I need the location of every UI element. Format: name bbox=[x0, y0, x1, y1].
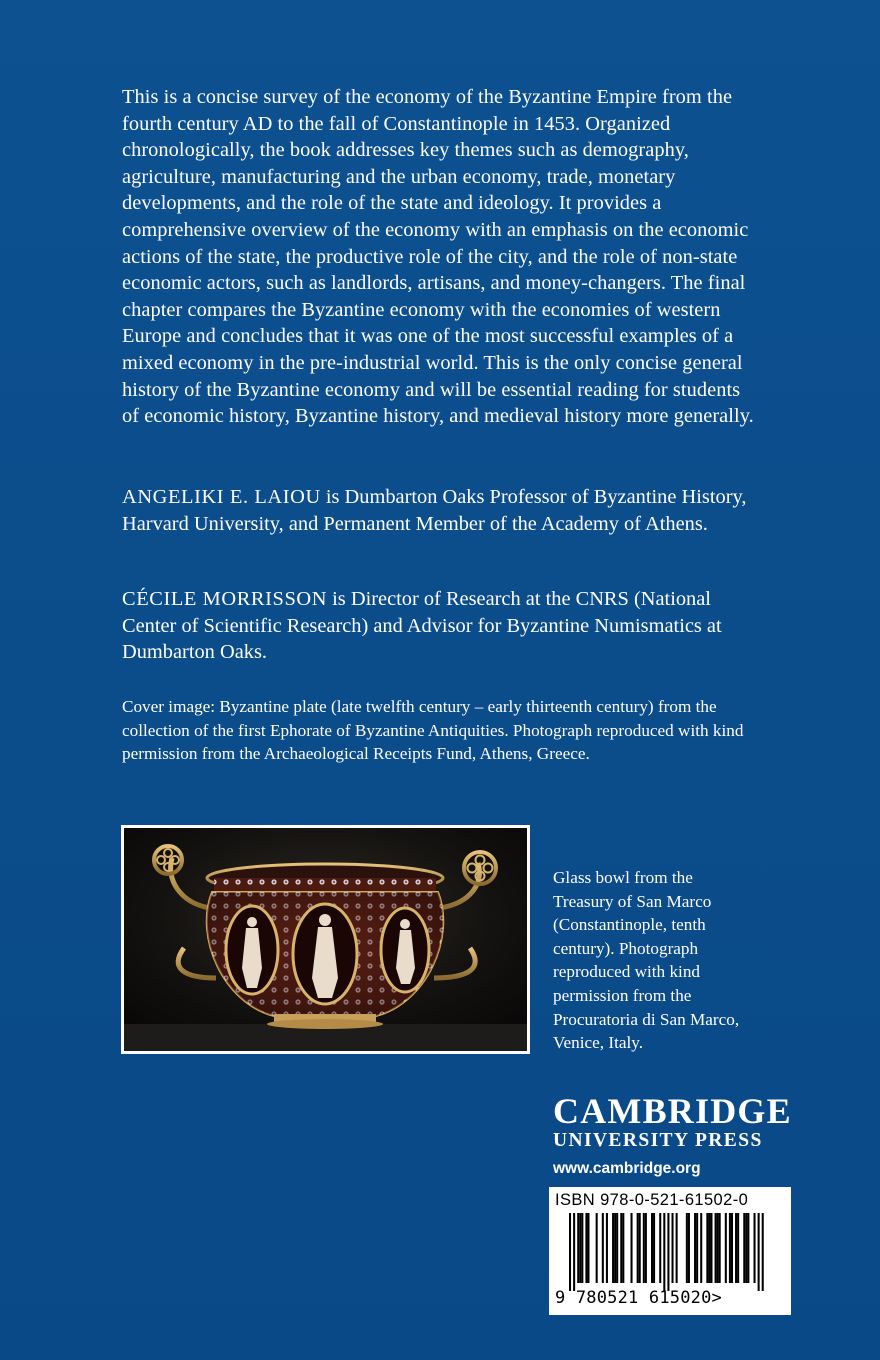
barcode-bar bbox=[694, 1213, 696, 1283]
barcode-bar bbox=[573, 1213, 575, 1291]
barcode-bar bbox=[706, 1213, 708, 1283]
book-description bbox=[122, 84, 762, 430]
author-bio-text: is Director of Research at the CNRS (National Center of Scientific Research) and Advisor for Byzantine Numismatics at Dumbarton Oaks. bbox=[122, 588, 722, 664]
glass-bowl-image bbox=[124, 828, 527, 1051]
description-paragraph: This is a concise survey of the economy of the Byzantine Empire from the fourth century AD to the fall of Constantinople in 1453. Organized chronologically, the book addresses key themes such as demography, agriculture, manufacturing and the urban economy, trade, monetary developments, and the role of the state and ideology. It provides a comprehensive overview of the economy with an emphasis on the economic actions of the state, the productive role of the city, and the role of non-state economic actors, such as landlords, artisans, and money-changers. The final chapter compares the Byzantine economy with the economies of western Europe and concludes that it was one of the most successful examples of a mixed economy in the pre-industrial world. This is the only concise general history of the Byzantine economy and will be essential reading for students of economic history, Byzantine history, and medieval history more generally. bbox=[122, 86, 754, 428]
barcode-bar bbox=[663, 1213, 665, 1291]
barcode-bar bbox=[667, 1213, 669, 1291]
glass-bowl-photo bbox=[121, 825, 530, 1054]
barcode-bar bbox=[735, 1213, 737, 1283]
barcode-bar bbox=[745, 1213, 747, 1283]
barcode-bar bbox=[747, 1213, 749, 1283]
barcode-bar bbox=[645, 1213, 647, 1283]
barcode-bar bbox=[659, 1213, 661, 1283]
barcode-bar bbox=[737, 1213, 739, 1283]
barcode-bar bbox=[653, 1213, 655, 1283]
barcode-bar bbox=[731, 1213, 733, 1283]
barcode-bar bbox=[688, 1213, 690, 1283]
ean-digits bbox=[555, 1289, 785, 1307]
barcode-bar bbox=[762, 1213, 764, 1291]
ean-quiet-marker: > bbox=[711, 1288, 722, 1308]
barcode-bar bbox=[643, 1213, 645, 1283]
barcode-bar bbox=[651, 1213, 653, 1283]
barcode-bar bbox=[743, 1213, 745, 1283]
cover-image-credit: Cover image: Byzantine plate (late twelfth century – early thirteenth century) from the collection of the first Ephorate of Byzantine Antiquities. Photograph reproduced with kind permission from the Archaeological Receipts Fund, Athens, Greece. bbox=[122, 697, 744, 764]
barcode-bar bbox=[696, 1213, 698, 1283]
photo-caption: Glass bowl from the Treasury of San Marco (Constantinople, tenth century). Photograph reproduced with kind permission from the Procuratoria di San Marco, Venice, Italy. bbox=[553, 868, 740, 1053]
barcode-bar bbox=[754, 1213, 756, 1283]
isbn-barcode bbox=[549, 1187, 791, 1315]
barcode-bar bbox=[639, 1213, 641, 1283]
barcode-bar bbox=[612, 1213, 614, 1283]
barcode-bar bbox=[725, 1213, 727, 1283]
publisher-url[interactable]: www.cambridge.org bbox=[553, 1160, 701, 1177]
barcode-bar bbox=[708, 1213, 710, 1283]
publisher-name: CAMBRIDGE bbox=[553, 1091, 792, 1131]
barcode-bar bbox=[579, 1213, 581, 1283]
author-name: CÉCILE MORRISSON bbox=[122, 588, 328, 610]
barcode-bar bbox=[602, 1213, 604, 1283]
barcode-bar bbox=[616, 1213, 618, 1283]
barcode-bar bbox=[719, 1213, 721, 1283]
barcode-bar bbox=[581, 1213, 583, 1283]
barcode-bar bbox=[577, 1213, 579, 1283]
barcode-bar bbox=[717, 1213, 719, 1283]
barcode-bar bbox=[569, 1213, 571, 1291]
barcode-bar bbox=[587, 1213, 589, 1283]
author-name: ANGELIKI E. LAIOU bbox=[122, 486, 321, 508]
ean-right-group: 615020 bbox=[648, 1288, 712, 1308]
barcode-bar bbox=[672, 1213, 674, 1283]
barcode-bar bbox=[700, 1213, 702, 1283]
barcode-bar bbox=[614, 1213, 616, 1283]
barcode-bar bbox=[622, 1213, 624, 1283]
barcode-bar bbox=[729, 1213, 731, 1283]
barcode-bar bbox=[606, 1213, 608, 1283]
barcode-bar bbox=[620, 1213, 622, 1283]
author-bio-laiou bbox=[122, 484, 762, 537]
publisher-logo bbox=[553, 1093, 792, 1179]
ean-first-digit: 9 bbox=[555, 1288, 566, 1308]
barcode-bar bbox=[710, 1213, 712, 1283]
publisher-subtitle: UNIVERSITY PRESS bbox=[553, 1130, 763, 1151]
isbn-label: ISBN 978-0-521-61502-0 bbox=[555, 1191, 749, 1209]
ean-left-group: 780521 bbox=[575, 1288, 639, 1308]
author-bio-morrisson bbox=[122, 586, 762, 666]
barcode-bar bbox=[686, 1213, 688, 1283]
barcode-bar bbox=[676, 1213, 678, 1283]
barcode-bar bbox=[715, 1213, 717, 1283]
barcode-bar bbox=[585, 1213, 587, 1283]
barcode-bars bbox=[555, 1213, 785, 1291]
author-bio-text: is Dumbarton Oaks Professor of Byzantine History, Harvard University, and Permanent Member of the Academy of Athens. bbox=[122, 486, 747, 535]
barcode-bar bbox=[596, 1213, 598, 1283]
barcode-bar bbox=[631, 1213, 633, 1283]
barcode-bar bbox=[758, 1213, 760, 1291]
barcode-bar bbox=[637, 1213, 639, 1283]
